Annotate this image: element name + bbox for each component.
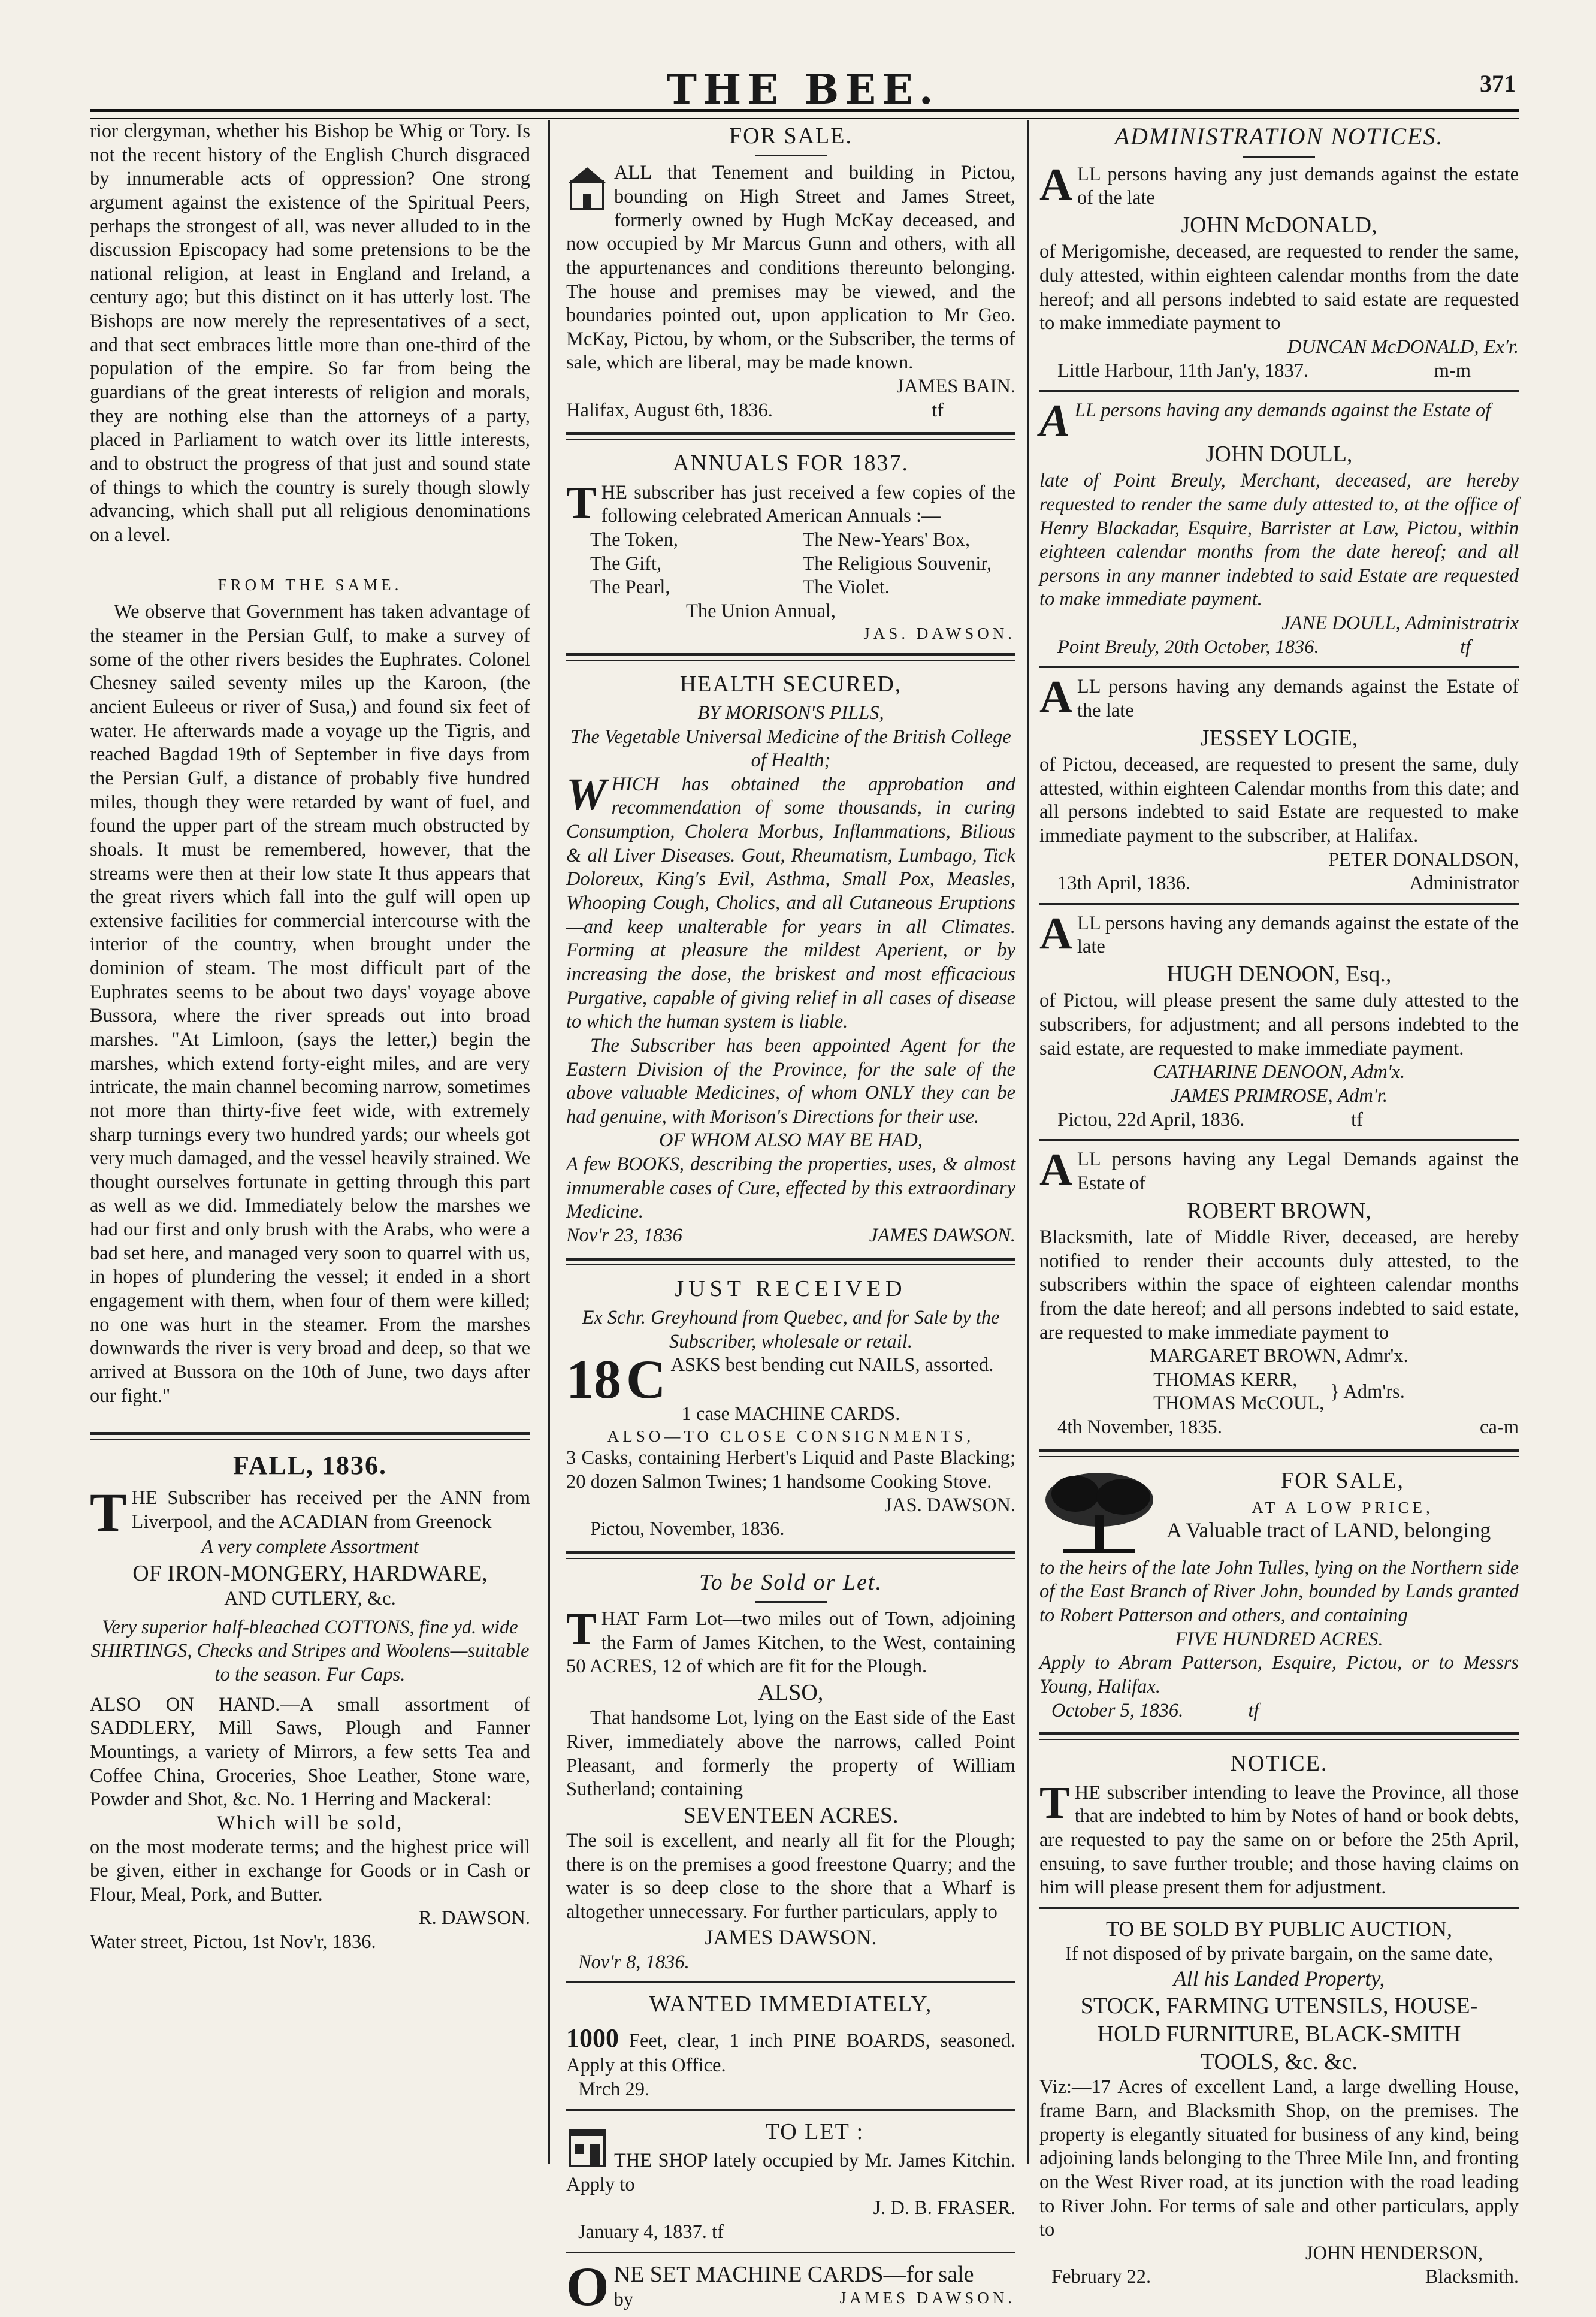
notice-body: of Pictou, will please present the same duly attested to the subscribers, for adjustment; and all persons indebted to the said estate, are requested to make immediate payment. bbox=[1039, 990, 1519, 1059]
annual-item: The Gift, bbox=[590, 552, 662, 575]
notice-text: LL persons having any just demands against the estate of the late bbox=[1077, 163, 1519, 209]
fall-advert bbox=[90, 1449, 530, 1954]
auction-text: Viz:—17 Acres of excellent Land, a large dwelling House, frame Barn, and Blacksmith Shop, on the premises. The property is elegantly situated for business of any kind, being adjoining lands belonging to the Three Mile Inn, and fronting on the West River road, at its junction with the road leading to River John. For terms of sale and other particulars, apply to bbox=[1039, 2076, 1519, 2241]
fall-title: FALL, 1836. bbox=[232, 1451, 388, 1481]
auction-sub: If not disposed of by private bargain, on the same date, bbox=[1065, 1943, 1494, 1965]
drop-cap: T bbox=[1039, 1777, 1070, 1828]
fall-terms: on the most moderate terms; and the highest price will be given, either in exchange for Goods or in Cash or Flour, Meal, Pork, and Butter. bbox=[90, 1836, 530, 1905]
drop-cap: A bbox=[1039, 1144, 1072, 1195]
to-let-mark: tf bbox=[711, 2221, 724, 2243]
auction-date: February 22. bbox=[1051, 2266, 1151, 2288]
fall-place: Water street, Pictou, 1st Nov'r, 1836. bbox=[90, 1931, 376, 1953]
land-title: FOR SALE, bbox=[1281, 1467, 1404, 1493]
sold-let-acres: SEVENTEEN ACRES. bbox=[683, 1802, 899, 1828]
notice-signer: PETER DONALDSON, bbox=[1328, 848, 1519, 871]
sold-let-title: To be Sold or Let. bbox=[699, 1569, 882, 1595]
auction-line3: TOOLS, &c. &c. bbox=[1200, 2049, 1358, 2074]
notice-role: } Adm'rs. bbox=[1330, 1380, 1405, 1403]
land-acres: FIVE HUNDRED ACRES. bbox=[1175, 1628, 1383, 1650]
sold-let-signer: JAMES DAWSON. bbox=[705, 1925, 877, 1949]
drop-cap: W bbox=[566, 769, 607, 820]
wanted-date: Mrch 29. bbox=[578, 2078, 650, 2100]
auction-line1: STOCK, FARMING UTENSILS, HOUSE- bbox=[1080, 1993, 1478, 2019]
annual-item: The Religious Souvenir, bbox=[802, 552, 992, 575]
for-sale-text: ALL that Tenement and building in Pictou, bounding on High Street and James Street, formerly owned by Hugh McKay deceased, and now occupied by Mr Marcus Gunn and others, with all the appurtenances and conditions thereunto belonging. The house and premises may be viewed, and the boundaries pointed out, upon application to Mr Geo. McKay, Pictou, by whom, or the Subscriber, the terms of sale, which are liberal, may be made known. bbox=[566, 162, 1015, 374]
notice-date: 13th April, 1836. bbox=[1057, 872, 1191, 895]
auction-signer: JOHN HENDERSON, bbox=[1305, 2242, 1483, 2264]
received-casks: 3 Casks, containing Herbert's Liquid and Paste Blacking; 20 dozen Salmon Twines; 1 handsome Cooking Stove. bbox=[566, 1447, 1015, 1493]
deceased-name: JOHN DOULL, bbox=[1205, 441, 1353, 467]
notice-mark: m-m bbox=[1434, 360, 1471, 382]
notice-date: Little Harbour, 11th Jan'y, 1837. bbox=[1057, 360, 1309, 382]
notice-title: NOTICE. bbox=[1230, 1751, 1328, 1777]
wanted-text: Feet, clear, 1 inch PINE BOARDS, seasoned. Apply at this Office. bbox=[566, 2029, 1015, 2077]
notice-text: LL persons having any demands against the Estate of bbox=[1074, 400, 1491, 422]
fall-intro: HE Subscriber has received per the ANN from Liverpool, and the ACADIAN from Greenock bbox=[131, 1487, 530, 1533]
drop-cap: A bbox=[1039, 395, 1070, 446]
to-let-advert bbox=[566, 2118, 1015, 2245]
sold-let-also: ALSO, bbox=[758, 1679, 824, 1705]
drop-cap: A bbox=[1039, 159, 1072, 210]
received-number: 18 bbox=[566, 1349, 621, 1410]
received-signer: JAS. DAWSON. bbox=[884, 1494, 1015, 1517]
drop-cap: A bbox=[1039, 672, 1072, 723]
column-right bbox=[1039, 120, 1519, 2288]
fall-line1: OF IRON-MONGERY, HARDWARE, bbox=[132, 1560, 488, 1586]
column-divider bbox=[1027, 120, 1029, 2164]
notice-mark: tf bbox=[1351, 1108, 1363, 1131]
health-signer: JAMES DAWSON. bbox=[869, 1225, 1015, 1246]
notice-logie bbox=[1039, 672, 1519, 895]
fall-sold: Which will be sold, bbox=[216, 1812, 404, 1834]
drop-cap: T bbox=[90, 1481, 127, 1543]
notice-mark: ca-m bbox=[1480, 1416, 1519, 1439]
notice-mark: tf bbox=[1459, 636, 1471, 658]
health-also: OF WHOM ALSO MAY BE HAD, bbox=[659, 1129, 923, 1152]
sold-let-date: Nov'r 8, 1836. bbox=[578, 1951, 690, 1973]
annual-item: The Union Annual, bbox=[686, 600, 836, 622]
land-lead: A Valuable tract of LAND, belonging bbox=[1166, 1518, 1491, 1543]
auction-role: Blacksmith. bbox=[1425, 2266, 1519, 2288]
to-let-title: TO LET : bbox=[765, 2119, 864, 2144]
health-books: A few BOOKS, describing the properties, uses, & almost innumerable cases of Cure, effected by this extraordinary Medicine. bbox=[566, 1153, 1015, 1223]
essay-paragraph: rior clergyman, whether his Bishop be Whig or Tory. Is not the recent history of the English Church disgraced by innumerable acts of oppression? One strong argument against the existence of the Spiritual Peers, perhaps the strongest of all, was never alluded to in the discussion Episcopacy had some pretensions to be the national religion, at least in England and Ireland, a century ago; but this distinct on it has utterly lost. The Bishops are now merely the representatives of a sect, and that sect embraces little more than one-third of the population of the empire. So far from being the guardians of the great interests of religion and morals, they are nothing else than the attorneys of a party, placed in Parliament to watch over its little interests, and to obstruct the progress of that just and sound state of things to which the country is surely though slowly advancing, which shall put all religious denominations on a level. bbox=[90, 120, 530, 546]
notice-brown bbox=[1039, 1144, 1519, 1439]
notice-role: Administrator bbox=[1409, 872, 1519, 895]
land-price: AT A LOW PRICE, bbox=[1252, 1499, 1434, 1517]
cards-by: by bbox=[613, 2288, 634, 2310]
machine-cards-advert bbox=[566, 2255, 1015, 2317]
drop-cap: C bbox=[626, 1349, 666, 1410]
wanted-advert bbox=[566, 1990, 1015, 2101]
for-sale-title: FOR SALE. bbox=[729, 123, 853, 149]
notice-advert bbox=[1039, 1750, 1519, 1900]
sold-let-text: HAT Farm Lot—two miles out of Town, adjoining the Farm of James Kitchen, to the West, containing 50 ACRES, 12 of which are fit for the Plough. bbox=[566, 1608, 1015, 1678]
notice-signer: THOMAS KERR, bbox=[1153, 1369, 1298, 1391]
fall-assortment: A very complete Assortment bbox=[201, 1536, 419, 1558]
received-also: ALSO—TO CLOSE CONSIGNMENTS, bbox=[607, 1427, 975, 1446]
cards-signer: JAMES DAWSON. bbox=[839, 2288, 1015, 2307]
sold-let-advert bbox=[566, 1569, 1015, 1975]
annual-item: The New-Years' Box, bbox=[802, 529, 971, 551]
admin-notices-title: ADMINISTRATION NOTICES. bbox=[1114, 123, 1444, 150]
newspaper-title: THE BEE. bbox=[666, 66, 939, 114]
wanted-title: WANTED IMMEDIATELY, bbox=[649, 1992, 933, 2017]
page-number: 371 bbox=[1480, 70, 1516, 97]
notice-denoon bbox=[1039, 908, 1519, 1132]
column-middle bbox=[566, 120, 1015, 2317]
land-text: to the heirs of the late John Tulles, lying on the Northern side of the East Branch of River John, bounded by Lands granted to Robert Patterson and others, and containing bbox=[1039, 1557, 1519, 1627]
annual-item: The Token, bbox=[590, 529, 678, 551]
notice-body: of Merigomishe, deceased, are requested to render the same, duly attested, within eighteen calendar months from the date hereof; and all persons indebted to said estate are requested to make immediate payment to bbox=[1039, 241, 1519, 334]
drop-cap: O bbox=[566, 2255, 609, 2317]
land-apply: Apply to Abram Patterson, Esquire, Pictou, or to Messrs Young, Halifax. bbox=[1039, 1652, 1519, 1697]
received-date: Pictou, November, 1836. bbox=[590, 1518, 785, 1540]
notice-signer: THOMAS McCOUL, bbox=[1153, 1392, 1325, 1415]
section-heading: FROM THE SAME. bbox=[217, 575, 403, 594]
health-date: Nov'r 23, 1836 bbox=[566, 1225, 682, 1246]
health-agent: The Subscriber has been appointed Agent for the Eastern Division of the Province, for the sale of the above valuable Medicines, of whom ONLY they can be had genuine, with Morison's Directions for their use. bbox=[566, 1034, 1015, 1128]
sold-let-lot: That handsome Lot, lying on the East side of the East River, immediately above the narrows, called Point Pleasant, and formerly the property of William Sutherland; containing bbox=[566, 1707, 1015, 1801]
fall-signer: R. DAWSON. bbox=[418, 1907, 530, 1929]
notice-body: Blacksmith, late of Middle River, deceased, are hereby notified to render their accounts duly attested, to the subscribers within the space of eighteen calendar months from the date hereof; and all persons indebted to said estate, are requested to make immediate payment to bbox=[1039, 1226, 1519, 1343]
deceased-name: JESSEY LOGIE, bbox=[1200, 725, 1358, 751]
notice-body: late of Point Breuly, Merchant, deceased, are hereby requested to render the same duly attested to, at the office of Henry Blackadar, Esquire, Barrister at Law, Pictou, within eighteen calendar months from the date hereof; and all persons in any manner indebted to said Estate are requested to make immediate payment. bbox=[1039, 470, 1519, 611]
masthead-rule bbox=[90, 109, 1519, 119]
fall-also: ALSO ON HAND.—A small assortment of SADDLERY, Mill Saws, Plough and Fanner Mountings, a variety of Mirrors, a few setts Tea and Coffee China, Groceries, Shoe Leather, Stone ware, Powder and Shot, &c. No. 1 Herring and Mackeral: bbox=[90, 1693, 530, 1811]
deceased-name: JOHN McDONALD, bbox=[1181, 213, 1377, 238]
health-text: HICH has obtained the approbation and recommendation of some thousands, in curing Consumption, Cholera Morbus, Inflammations, Bilious & all Liver Diseases. Gout, Rheumatism, Lumbago, Tick Doloreux, King's Evil, Asthma, Small Pox, Measles, Whooping Cough, Cholics, and all Cutaneous Eruptions—and keep unalterable for years in all Climates. Forming at pleasure the mildest Aperient, or by increasing the dose, the briskest and most efficacious Purgative, capable of giving relief in all cases of disease to which the human system is liable. bbox=[566, 773, 1015, 1033]
notice-date: 4th November, 1835. bbox=[1057, 1416, 1222, 1439]
health-advert bbox=[566, 670, 1015, 1248]
house-icon bbox=[566, 164, 608, 212]
notice-text: LL persons having any demands against the estate of the late bbox=[1077, 912, 1519, 958]
deceased-name: ROBERT BROWN, bbox=[1187, 1198, 1371, 1224]
land-advert bbox=[1039, 1467, 1519, 1723]
auction-all: All his Landed Property, bbox=[1173, 1966, 1385, 1991]
annuals-title: ANNUALS FOR 1837. bbox=[673, 451, 909, 476]
received-advert bbox=[566, 1275, 1015, 1542]
notice-text: HE subscriber intending to leave the Province, all those that are indebted to him by Notes of hand or book debts, are requested to pay the same on or before the 25th April, ensuing, to save further trouble; and those having claims on him will please present them for adjustment. bbox=[1039, 1781, 1519, 1899]
for-sale-mark: tf bbox=[932, 399, 944, 421]
notice-text: LL persons having any demands against the Estate of the late bbox=[1077, 676, 1519, 721]
fall-line2: AND CUTLERY, &c. bbox=[224, 1588, 396, 1610]
land-date: October 5, 1836. bbox=[1051, 1699, 1184, 1721]
health-sub: The Vegetable Universal Medicine of the British College of Health; bbox=[570, 726, 1011, 772]
notice-text: LL persons having any Legal Demands against the Estate of bbox=[1077, 1149, 1519, 1194]
deceased-name: HUGH DENOON, Esq., bbox=[1166, 962, 1392, 987]
masthead bbox=[90, 66, 1516, 114]
received-title: JUST RECEIVED bbox=[675, 1276, 907, 1301]
notice-doull bbox=[1039, 395, 1519, 659]
drop-cap: T bbox=[566, 1603, 597, 1654]
notice-mcdonald bbox=[1039, 159, 1519, 383]
persian-gulf-article: We observe that Government has taken advantage of the steamer in the Persian Gulf, to make a survey of some of the other rivers besides the Euphrates. Colonel Chesney sailed seventy miles up the Karoon, (the ancient Euleeus or river of Susa,) and found six feet of water. He afterwards made a voyage up the Tigris, and reached Bagdad 19th of September in five days from the Persian Gulf, a distance of probably five hundred miles, though they were retarded by want of fuel, and found the upper part of the stream much obstructed by shoals. It must be remembered, however, that the streams were then at their low state It thus appears that the great rivers which fall into the gulf will open up extensive facilities for commercial intercourse with the interior of the country, when brought under the dominion of steam. The most difficult part of the Euphrates seems to be about two days' voyage above Bussora, where the river spreads out into broad marshes. "At Limloon, (says the letter,) begin the marshes, which extend forty-eight miles, and are very intricate, the main channel becoming narrow, sometimes not more than thirty-five feet wide, with extremely sharp turnings every two hundred yards; our wheels got very much damaged, and the vessel heavily strained. We thought ourselves fortunate in getting through this part as well as we did. Immediately below the marshes we had our first and only brush with the Arabs, who were a bad set here, and managed very soon to quarrel with us, in hopes of plundering the vessel; it ended in a short engagement with them, when four of them were killed; no one was hurt in the steamer. From the marshes downwards the river is very broad and deep, so that we arrived at Bussora on the 10th of June, two days after our fight." bbox=[90, 601, 531, 1407]
annuals-text: HE subscriber has just received a few copies of the following celebrated American Annuals :— bbox=[601, 481, 1015, 527]
sold-let-soil: The soil is excellent, and nearly all fit for the Plough; there is on the premises a good freestone Quarry; and the water is so deep close to the shore that a Wharf is altogether unnecessary. For further particulars, apply to bbox=[566, 1830, 1015, 1923]
cards-text: NE SET MACHINE CARDS—for sale bbox=[613, 2261, 974, 2287]
health-by: BY MORISON'S PILLS, bbox=[697, 702, 884, 724]
auction-title: TO BE SOLD BY PUBLIC AUCTION, bbox=[1105, 1916, 1453, 1941]
drop-cap: A bbox=[1039, 908, 1072, 959]
notice-signer: CATHARINE DENOON, Adm'x. bbox=[1153, 1061, 1405, 1083]
health-title: HEALTH SECURED, bbox=[679, 671, 902, 697]
section-rule bbox=[90, 1432, 530, 1440]
notice-date: Point Breuly, 20th October, 1836. bbox=[1057, 636, 1319, 658]
notice-signer: MARGARET BROWN, Admr'x. bbox=[1150, 1345, 1408, 1367]
wanted-number: 1000 bbox=[566, 2023, 619, 2053]
notice-date: Pictou, 22d April, 1836. bbox=[1057, 1108, 1245, 1131]
drop-cap: T bbox=[566, 477, 597, 528]
to-let-text: THE SHOP lately occupied by Mr. James Kitchin. Apply to bbox=[566, 2149, 1015, 2195]
shop-icon bbox=[566, 2120, 608, 2168]
received-cards: 1 case MACHINE CARDS. bbox=[681, 1403, 900, 1425]
for-sale-advert bbox=[566, 122, 1015, 422]
notice-signer: DUNCAN McDONALD, Ex'r. bbox=[1287, 336, 1519, 358]
notice-signer: JANE DOULL, Administratrix bbox=[1281, 612, 1519, 635]
fall-cottons: Very superior half-bleached COTTONS, fine yd. wide SHIRTINGS, Checks and Stripes and Woolens—suitable to the season. Fur Caps. bbox=[90, 1616, 530, 1686]
column-left bbox=[90, 120, 530, 2170]
annuals-advert bbox=[566, 449, 1015, 643]
to-let-signer: J. D. B. FRASER. bbox=[873, 2197, 1015, 2219]
received-sub: Ex Schr. Greyhound from Quebec, and for Sale by the Subscriber, wholesale or retail. bbox=[582, 1307, 1000, 1352]
annuals-signer: JAS. DAWSON. bbox=[863, 624, 1015, 642]
annual-item: The Violet. bbox=[802, 576, 890, 599]
for-sale-date: Halifax, August 6th, 1836. bbox=[566, 399, 773, 421]
auction-line2: HOLD FURNITURE, BLACK-SMITH bbox=[1097, 2021, 1461, 2047]
tree-icon bbox=[1039, 1467, 1159, 1557]
received-text: ASKS best bending cut NAILS, assorted. bbox=[670, 1354, 994, 1376]
to-let-date: January 4, 1837. bbox=[578, 2221, 707, 2243]
auction-advert bbox=[1039, 1916, 1519, 2289]
column-divider bbox=[548, 120, 550, 2164]
notice-body: of Pictou, deceased, are requested to present the same, duly attested, within eighteen Calendar months from this date; and all persons indebted to said Estate are requested to make immediate payment to the subscriber, at Halifax. bbox=[1039, 754, 1519, 847]
notice-signer: JAMES PRIMROSE, Adm'r. bbox=[1171, 1085, 1388, 1107]
annual-item: The Pearl, bbox=[590, 576, 670, 599]
for-sale-signer: JAMES BAIN. bbox=[896, 376, 1015, 398]
land-mark: tf bbox=[1248, 1699, 1259, 1721]
